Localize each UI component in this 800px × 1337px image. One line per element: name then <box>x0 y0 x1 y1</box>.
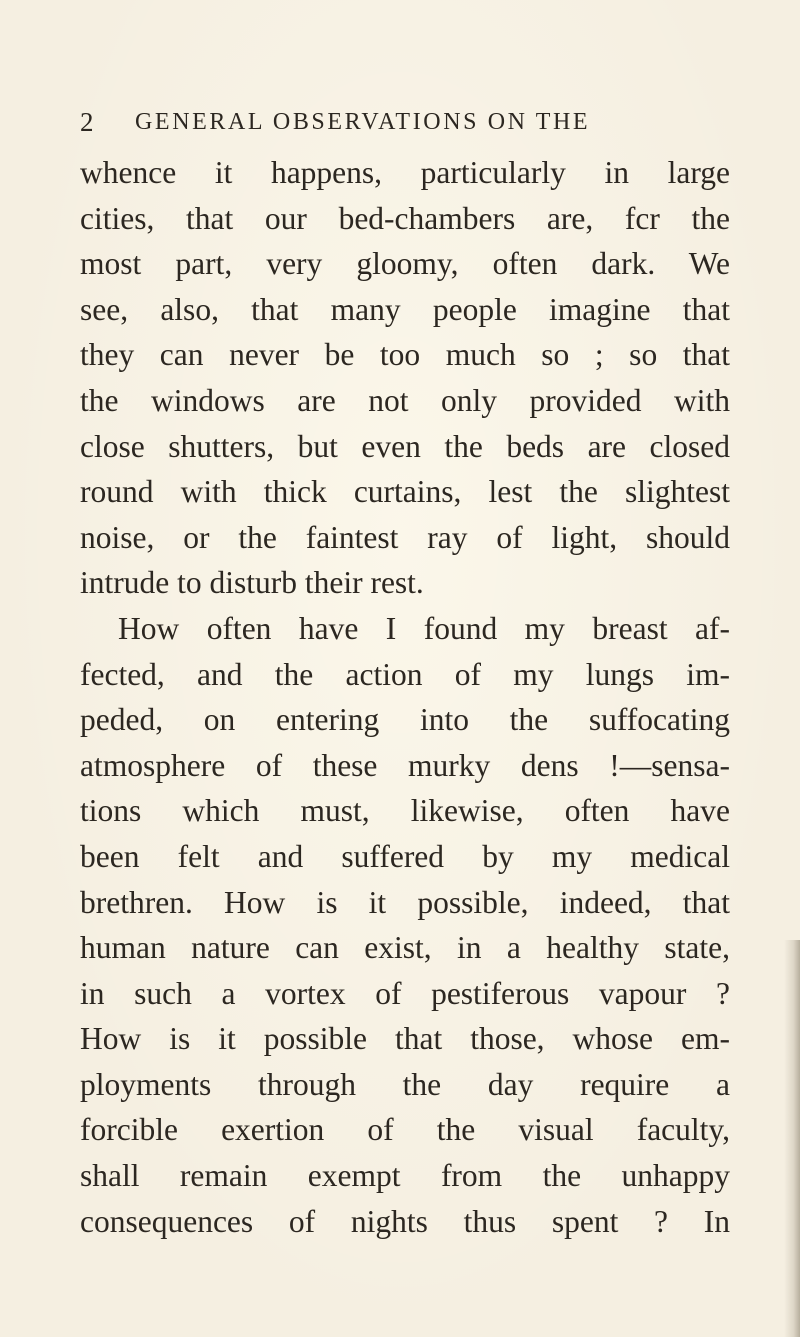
text-line: tions which must, likewise, often have <box>80 793 730 829</box>
text-line: How is it possible that those, whose em- <box>80 1021 730 1057</box>
text-line: atmosphere of these murky dens !—sensa- <box>80 747 730 783</box>
text-line: noise, or the faintest ray of light, should <box>80 519 730 555</box>
text-line: How often have I found my breast af- <box>118 610 730 646</box>
text-line: see, also, that many people imagine that <box>80 291 730 327</box>
text-line: been felt and suffered by my medical <box>80 838 730 874</box>
text-line: the windows are not only provided with <box>80 382 730 418</box>
page-number: 2 <box>80 107 95 137</box>
running-head: GENERAL OBSERVATIONS ON THE <box>135 109 591 135</box>
text-line: most part, very gloomy, often dark. We <box>80 246 730 282</box>
text-line: round with thick curtains, lest the slightest <box>80 474 730 510</box>
text-line: intrude to disturb their rest. <box>80 565 424 601</box>
text-line: fected, and the action of my lungs im- <box>80 656 730 692</box>
text-line: cities, that our bed-chambers are, fcr the <box>80 200 730 236</box>
text-line: peded, on entering into the suffocating <box>80 702 730 738</box>
text-line: forcible exertion of the visual faculty, <box>80 1112 730 1148</box>
page-edge-shadow <box>784 940 800 1337</box>
text-line: whence it happens, particularly in large <box>80 155 730 190</box>
page-header <box>80 107 735 147</box>
text-line: brethren. How is it possible, indeed, that <box>80 884 730 920</box>
text-line: ployments through the day require a <box>80 1066 730 1102</box>
body-text <box>80 150 730 1244</box>
text-line: consequences of nights thus spent ? In <box>80 1203 730 1239</box>
text-line: they can never be too much so ; so that <box>80 337 730 373</box>
text-line: in such a vortex of pestiferous vapour ? <box>80 975 730 1011</box>
text-line: shall remain exempt from the unhappy <box>80 1158 730 1194</box>
text-line: human nature can exist, in a healthy state, <box>80 930 730 966</box>
text-line: close shutters, but even the beds are closed <box>80 428 730 464</box>
